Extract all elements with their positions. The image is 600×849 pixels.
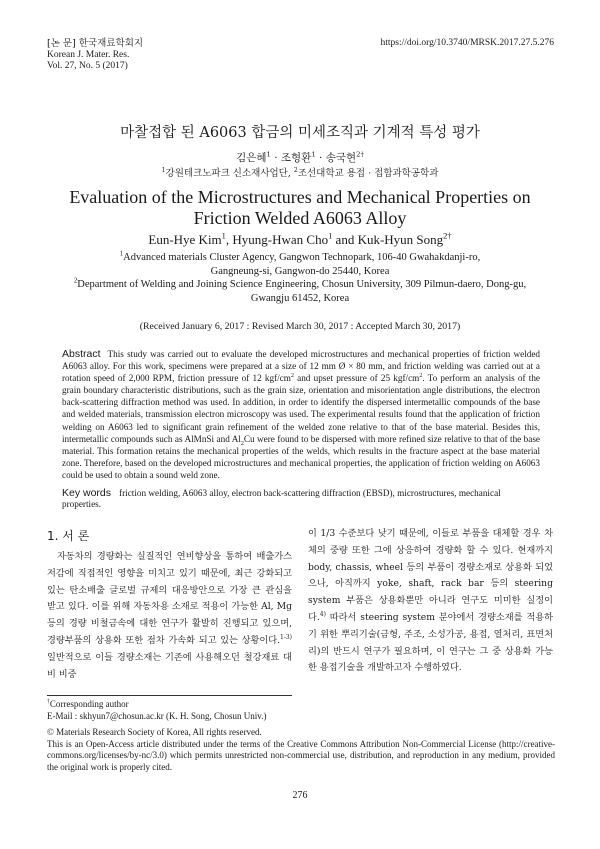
- keywords-text: friction welding, A6063 alloy, electron back-scattering diffraction (EBSD), microstructures, mechanical properties.: [62, 488, 501, 509]
- journal-line-1: [논 문] 한국재료학회지: [47, 38, 144, 49]
- korean-aff-1-sup: 1: [161, 166, 166, 174]
- english-author-3: Kuk-Hyun Song: [357, 232, 444, 247]
- english-aff-1-line-2: Gangneung-si, Gangwon-do 25440, Korea: [210, 265, 390, 277]
- abstract-sub-c: 2: [240, 440, 244, 447]
- body-left-column: [47, 549, 292, 683]
- abstract-text-4: Cu were found to be dispersed with more refined size relative to that of the base material. This formation retains the mechanical properties of the welds, which results in the fracture aspect at the base material zone. Therefore, based on the developed microstructures and mechanical properties, the application of friction welding on A6063 could be used to obtain a sound weld zone.: [62, 433, 540, 480]
- english-aff-1-line-1: Advanced materials Cluster Agency, Gangwon Technopark, 106-40 Gwahakdanji-ro,: [123, 252, 481, 263]
- english-title-line-1: Evaluation of the Microstructures and Mechanical Properties on: [69, 187, 531, 207]
- english-title-line-2: Friction Welded A6063 Alloy: [193, 208, 407, 228]
- english-author-3-sup: 2†: [443, 230, 452, 241]
- abstract-label: Abstract: [62, 348, 101, 360]
- english-aff-2-line-2: Gwangju 61452, Korea: [250, 292, 350, 304]
- footnote-dagger: †: [47, 699, 50, 705]
- journal-line-3: Vol. 27, No. 5 (2017): [47, 61, 128, 71]
- keywords-label: Key words: [62, 487, 112, 499]
- footnote: [47, 699, 266, 722]
- korean-aff-2: 조선대학교 용접 · 접합과학공학과: [297, 168, 439, 179]
- page-number: 276: [292, 790, 308, 801]
- abstract: [62, 348, 540, 481]
- korean-sep-2: ·: [315, 152, 326, 164]
- english-title: [0, 187, 600, 229]
- body-right-text-1: 이 1/3 수준보다 낮기 때문에, 이들로 부품을 대체할 경우 차체의 중량 또한 그에 상응하여 경량화 할 수 있다. 현재까지 body, chassis, wheel 등의 부품이 경량소재로 상용화 되었으나, 아직까지 yoke, shaft, rack bar 등의 steering system 부품은 상용화뿐만 아니라 연구도 미미한 실정이다.: [308, 528, 553, 623]
- received-dates: (Received January 6, 2017 : Revised March 30, 2017 : Accepted March 30, 2017): [139, 321, 461, 332]
- korean-authors: [0, 150, 600, 165]
- footnote-email: E-Mail : skhyun7@chosun.ac.kr (K. H. Song, Chosun Univ.): [47, 710, 267, 721]
- korean-aff-1: 강원테크노파크 신소재사업단,: [165, 168, 294, 179]
- korean-title: 마찰접합 된 A6063 합금의 미세조직과 기계적 특성 평가: [120, 125, 480, 141]
- journal-info: [47, 38, 143, 73]
- abstract-sup-b: 2: [419, 373, 423, 380]
- korean-author-1-sup: 1: [266, 150, 271, 159]
- body-right-ref: 4): [319, 610, 326, 618]
- abstract-sup-a: 2: [290, 373, 294, 380]
- journal-line-2: Korean J. Mater. Res.: [47, 49, 130, 60]
- abstract-text-1: This study was carried out to evaluate the developed microstructures and mechanical properties of friction welded A6063 alloy. For this work, specimens were prepared at a size of 12 mm Ø × 80 mm, and friction welding was carried out at a rotation speed of 2,000 RPM, friction pressure of 12 kgf/cm: [62, 349, 540, 384]
- english-author-2-sup: 1: [328, 230, 333, 241]
- abstract-text-2: and upset pressure of 25 kgf/cm: [293, 373, 420, 384]
- korean-aff-2-sup: 2: [293, 166, 298, 174]
- korean-author-3-sup: 2†: [356, 150, 364, 159]
- body-right-column: [308, 526, 553, 677]
- korean-author-1: 김은혜: [236, 152, 267, 164]
- english-author-1: Eun-Hye Kim: [148, 232, 222, 247]
- doi-link[interactable]: https://doi.org/10.3740/MRSK.2017.27.5.276: [380, 38, 554, 48]
- abstract-text-3: . To perform an analysis of the grain boundary characteristic distributions, such as the grain size, orientation and misorientation angle distributions, the electron back-scattering diffraction method was used. In addition, in order to identify the dispersed intermetallic compounds of the base and welded materials, transmission electron microscopy was used. The experimental results found that the application of friction welding on A6063 led to significant grain refinement of the welded zone relative to that of the base material. Besides this, intermetallic compounds such as AlMnSi and Al: [62, 373, 541, 444]
- english-and: and: [332, 232, 358, 247]
- korean-author-2: 조형환: [280, 152, 312, 164]
- english-aff-2-line-1: Department of Welding and Joining Science Engineering, Chosun University, 309 Pilmun-daero, Dong-gu,: [77, 279, 527, 291]
- english-comma: ,: [225, 232, 233, 247]
- english-authors: [0, 232, 600, 248]
- english-author-2: Hyung-Hwan Cho: [232, 232, 329, 247]
- keywords: [62, 487, 540, 509]
- korean-sep-1: ·: [270, 152, 281, 164]
- korean-author-2-sup: 1: [311, 150, 316, 159]
- section-heading-introduction: 1. 서 론: [47, 529, 90, 543]
- english-aff-2-sup: 2: [73, 277, 78, 285]
- copyright-line: © Materials Research Society of Korea, All rights reserved.: [47, 727, 262, 737]
- footnote-divider: [47, 695, 292, 696]
- body-left-text-2: 일반적으로 이들 경량소재는 기존에 사용해오던 철강재료 대비 비중: [47, 651, 292, 680]
- korean-author-3: 송국현: [325, 152, 357, 164]
- english-author-1-sup: 1: [221, 230, 226, 241]
- english-aff-1-sup: 1: [119, 250, 124, 258]
- body-left-ref: 1-3): [280, 633, 292, 641]
- license-text: This is an Open-Access article distributed under the terms of the Creative Commons Attribution Non-Commercial License (http://creative-commons.org/licenses/by-nc/3.0) which permits unrestricted non-commercial use, distribution, and reproduction in any medium, provided the original work is properly cited.: [47, 738, 555, 772]
- license-notice: [47, 727, 555, 773]
- footnote-corresponding: Corresponding author: [49, 699, 129, 709]
- body-right-text-2: 따라서 steering system 분야에서 경량소재를 적용하기 위한 뿌리기술(금형, 주조, 소성가공, 용접, 열처리, 표면처리)의 반드시 연구가 필요하며, 이 연구는 그 중 상용화 가능한 용접기술을 개발하고자 수행하였다.: [308, 611, 553, 674]
- korean-affiliations: [0, 165, 600, 179]
- body-left-text-1: 자동차의 경량화는 실질적인 연비향상을 통하여 배출가스 저감에 직접적인 영향을 미치고 있기 때문에, 최근 강화되고 있는 탄소배출 글로벌 규제의 대응방안으로 가장 큰 관심을 받고 있다. 이를 위해 자동차용 소재로 적용이 가능한 Al, Mg 등의 경량 비철금속에 대한 연구가 활발히 진행되고 있으며, 경량부품의 상용화 또한 점차 가속화 되고 있는 상황이다.: [47, 551, 292, 646]
- english-affiliations: [60, 251, 540, 305]
